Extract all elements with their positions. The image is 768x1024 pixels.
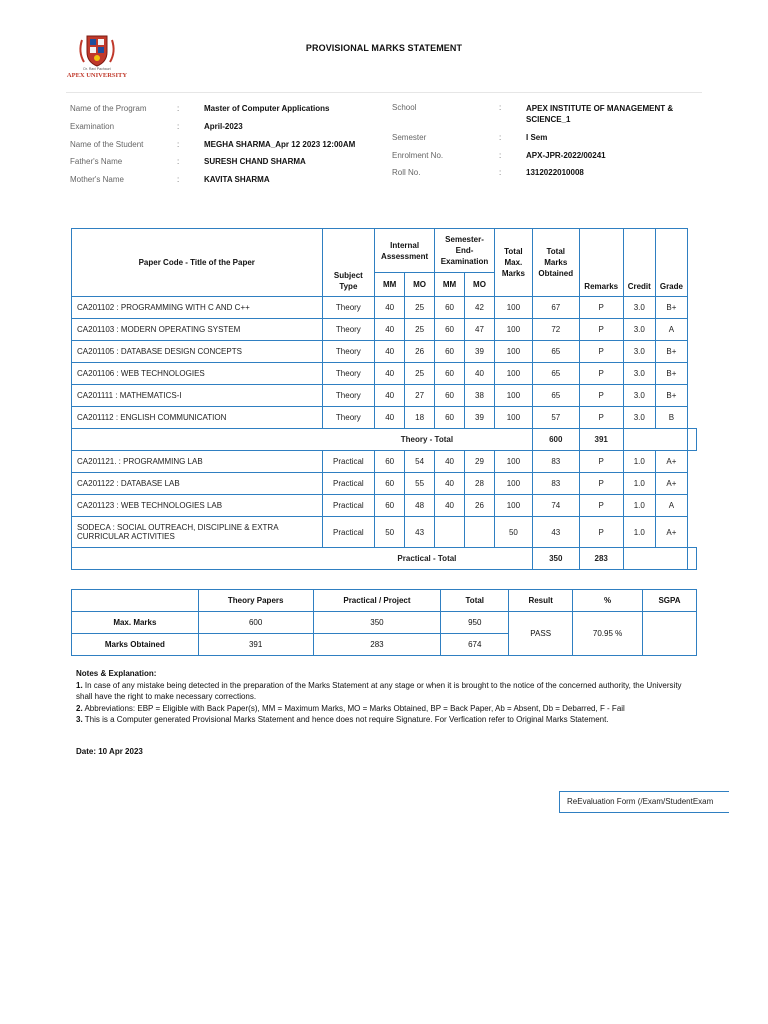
cell-remarks: P [579,407,623,429]
cell-ia-mo: 48 [405,495,435,517]
table-row [72,363,697,385]
paper-title: CA201112 : ENGLISH COMMUNICATION [72,407,323,429]
cell-type: Practical [322,517,375,548]
table-row [72,341,697,363]
summary-header-total: Total [441,590,509,612]
cell-total-obt: 83 [532,451,579,473]
cell-remarks: P [579,319,623,341]
mother-value: KAVITA SHARMA [204,175,270,184]
header-see-mo: MO [465,273,495,297]
cell-grade: B+ [655,297,687,319]
cell-ia-mm: 40 [375,407,405,429]
cell-credit: 3.0 [623,297,655,319]
cell-see-mo: 40 [465,363,495,385]
cell-total-max: 100 [494,473,532,495]
father-label: Father's Name [70,157,123,166]
cell-total-obt: 72 [532,319,579,341]
paper-title: CA201111 : MATHEMATICS-I [72,385,323,407]
colon: : [499,168,502,177]
cell-see-mm: 40 [435,495,465,517]
theory-total-label: Theory - Total [322,429,532,451]
cell-ia-mm: 40 [375,341,405,363]
cell-ia-mm: 40 [375,297,405,319]
header-subject-type: Subject Type [322,229,375,297]
cell-type: Theory [322,385,375,407]
cell-ia-mo: 43 [405,517,435,548]
cell-grade: B [655,407,687,429]
cell-ia-mo: 25 [405,363,435,385]
cell-total-max: 50 [494,517,532,548]
student-info-right [392,103,702,183]
cell-type: Practical [322,451,375,473]
notes-heading: Notes & Explanation: [76,669,157,678]
cell-credit: 3.0 [623,407,655,429]
cell-remarks: P [579,363,623,385]
cell-ia-mm: 40 [375,363,405,385]
cell-grade: B+ [655,341,687,363]
colon: : [499,103,502,112]
header-ia-mm: MM [375,273,405,297]
obt-practical: 283 [313,634,441,656]
paper-title: CA201122 : DATABASE LAB [72,473,323,495]
cell-grade: B+ [655,385,687,407]
header-ia-mo: MO [405,273,435,297]
practical-total-max: 350 [532,548,579,570]
cell-total-max: 100 [494,451,532,473]
practical-total-row [72,548,697,570]
cell-see-mm [435,517,465,548]
cell-grade: A+ [655,473,687,495]
cell-total-max: 100 [494,407,532,429]
cell-see-mo: 47 [465,319,495,341]
paper-title: CA201121. : PROGRAMMING LAB [72,451,323,473]
school-label: School [392,103,417,112]
colon: : [499,151,502,160]
cell-ia-mm: 50 [375,517,405,548]
max-marks-label: Max. Marks [72,612,199,634]
cell-grade: A [655,495,687,517]
result-value: PASS [509,612,573,656]
summary-header-sgpa: SGPA [643,590,697,612]
notes-section [76,668,696,726]
practical-total-label: Practical - Total [322,548,532,570]
cell-grade: A+ [655,517,687,548]
cell-grade: A [655,319,687,341]
cell-ia-mo: 27 [405,385,435,407]
colon: : [177,175,180,184]
enrolment-value: APX-JPR-2022/00241 [526,151,606,160]
paper-title: SODECA : SOCIAL OUTREACH, DISCIPLINE & EXTRA CURRICULAR ACTIVITIES [72,517,323,548]
theory-total-row [72,429,697,451]
theory-total-obtained: 391 [579,429,623,451]
marks-table [71,228,697,570]
semester-label: Semester [392,133,427,142]
cell-ia-mm: 60 [375,495,405,517]
issue-date: Date: 10 Apr 2023 [76,747,143,756]
program-value: Master of Computer Applications [204,104,330,113]
header-total-obtained: Total Marks Obtained [532,229,579,297]
cell-total-obt: 43 [532,517,579,548]
cell-total-obt: 67 [532,297,579,319]
cell-see-mo: 29 [465,451,495,473]
cell-total-obt: 57 [532,407,579,429]
table-row [72,319,697,341]
cell-ia-mo: 26 [405,341,435,363]
cell-see-mm: 60 [435,319,465,341]
colon: : [177,140,180,149]
cell-see-mm: 60 [435,341,465,363]
roll-label: Roll No. [392,168,421,177]
cell-see-mo: 42 [465,297,495,319]
summary-header-result: Result [509,590,573,612]
cell-see-mo [465,517,495,548]
summary-table [71,589,697,656]
cell-see-mm: 60 [435,297,465,319]
note-1: 1. In case of any mistake being detected in the preparation of the Marks Statement at any stage or when it is brought to the notice of the concerned authority, the University shall have the right to make necessary corrections. [76,680,682,701]
header-credit: Credit [623,229,655,297]
cell-total-max: 100 [494,341,532,363]
cell-type: Practical [322,495,375,517]
cell-see-mm: 60 [435,407,465,429]
cell-ia-mm: 60 [375,451,405,473]
header-total-max: Total Max. Marks [494,229,532,297]
father-value: SURESH CHAND SHARMA [204,157,306,166]
cell-see-mm: 40 [435,451,465,473]
colon: : [499,133,502,142]
note-3: 3. This is a Computer generated Provisional Marks Statement and hence does not require Signature. For Verfication refer to Original Marks Statement. [76,715,609,724]
logo-text: APEX UNIVERSITY [66,72,128,79]
paper-title: CA201103 : MODERN OPERATING SYSTEM [72,319,323,341]
summary-header-practical: Practical / Project [313,590,441,612]
cell-total-obt: 65 [532,363,579,385]
roll-value: 1312022010008 [526,168,584,177]
colon: : [177,104,180,113]
cell-grade: B+ [655,363,687,385]
cell-credit: 1.0 [623,495,655,517]
table-row [72,451,697,473]
reevaluation-form-link[interactable]: ReEvaluation Form (/Exam/StudentExam [559,791,729,813]
summary-header-theory: Theory Papers [198,590,313,612]
cell-total-max: 100 [494,495,532,517]
cell-total-obt: 65 [532,341,579,363]
exam-label: Examination [70,122,115,131]
cell-ia-mo: 25 [405,319,435,341]
header-grade: Grade [655,229,687,297]
cell-remarks: P [579,495,623,517]
marks-obtained-label: Marks Obtained [72,634,199,656]
cell-grade: A+ [655,451,687,473]
cell-type: Theory [322,407,375,429]
cell-remarks: P [579,473,623,495]
cell-remarks: P [579,517,623,548]
cell-total-max: 100 [494,319,532,341]
cell-credit: 3.0 [623,363,655,385]
cell-type: Theory [322,319,375,341]
paper-title: CA201105 : DATABASE DESIGN CONCEPTS [72,341,323,363]
cell-credit: 1.0 [623,517,655,548]
obt-theory: 391 [198,634,313,656]
table-row [72,495,697,517]
table-row [72,473,697,495]
cell-see-mo: 39 [465,407,495,429]
cell-type: Theory [322,341,375,363]
header-see-mm: MM [435,273,465,297]
header-paper: Paper Code - Title of the Paper [72,229,323,297]
university-logo [66,32,128,84]
exam-value: April-2023 [204,122,243,131]
theory-total-max: 600 [532,429,579,451]
max-practical: 350 [313,612,441,634]
colon: : [177,122,180,131]
cell-see-mm: 40 [435,473,465,495]
page-title: PROVISIONAL MARKS STATEMENT [305,43,463,53]
cell-remarks: P [579,385,623,407]
header-internal: Internal Assessment [375,229,435,273]
table-row [72,407,697,429]
max-theory: 600 [198,612,313,634]
header-remarks: Remarks [579,229,623,297]
note-2: 2. Abbreviations: EBP = Eligible with Back Paper(s), MM = Maximum Marks, MO = Marks Obtained, BP = Back Paper, Ab = Absent, Db = Debarred, F - Fail [76,703,625,713]
cell-type: Practical [322,473,375,495]
cell-see-mm: 60 [435,363,465,385]
cell-total-obt: 83 [532,473,579,495]
logo-tagline: Dr. Ravi Pachauri [83,67,111,71]
cell-remarks: P [579,341,623,363]
table-row [72,297,697,319]
header-divider [66,92,702,93]
cell-credit: 1.0 [623,473,655,495]
cell-ia-mm: 40 [375,385,405,407]
cell-credit: 3.0 [623,385,655,407]
cell-total-max: 100 [494,297,532,319]
cell-remarks: P [579,451,623,473]
cell-remarks: P [579,297,623,319]
cell-see-mo: 28 [465,473,495,495]
cell-total-max: 100 [494,363,532,385]
cell-ia-mo: 25 [405,297,435,319]
cell-credit: 1.0 [623,451,655,473]
enrolment-label: Enrolment No. [392,151,444,160]
max-total: 950 [441,612,509,634]
colon: : [177,157,180,166]
student-label: Name of the Student [70,140,144,149]
cell-see-mo: 26 [465,495,495,517]
cell-total-max: 100 [494,385,532,407]
school-value: APEX INSTITUTE OF MANAGEMENT & SCIENCE_1 [526,104,674,124]
table-row [72,385,697,407]
cell-ia-mo: 55 [405,473,435,495]
mother-label: Mother's Name [70,175,124,184]
student-value: MEGHA SHARMA_Apr 12 2023 12:00AM [204,140,356,149]
paper-title: CA201106 : WEB TECHNOLOGIES [72,363,323,385]
cell-type: Theory [322,297,375,319]
cell-ia-mo: 18 [405,407,435,429]
cell-credit: 3.0 [623,341,655,363]
paper-title: CA201102 : PROGRAMMING WITH C AND C++ [72,297,323,319]
cell-credit: 3.0 [623,319,655,341]
semester-value: I Sem [526,133,548,142]
cell-ia-mm: 40 [375,319,405,341]
header-see: Semester-End-Examination [435,229,495,273]
obt-total: 674 [441,634,509,656]
program-label: Name of the Program [70,104,147,113]
paper-title: CA201123 : WEB TECHNOLOGIES LAB [72,495,323,517]
cell-see-mo: 39 [465,341,495,363]
table-row [72,517,697,548]
cell-ia-mm: 60 [375,473,405,495]
cell-type: Theory [322,363,375,385]
student-info-left [70,103,370,193]
cell-total-obt: 74 [532,495,579,517]
sgpa-value [643,612,697,656]
cell-see-mm: 60 [435,385,465,407]
cell-see-mo: 38 [465,385,495,407]
cell-total-obt: 65 [532,385,579,407]
practical-total-obtained: 283 [579,548,623,570]
percent-value: 70.95 % [573,612,643,656]
summary-header-percent: % [573,590,643,612]
cell-ia-mo: 54 [405,451,435,473]
